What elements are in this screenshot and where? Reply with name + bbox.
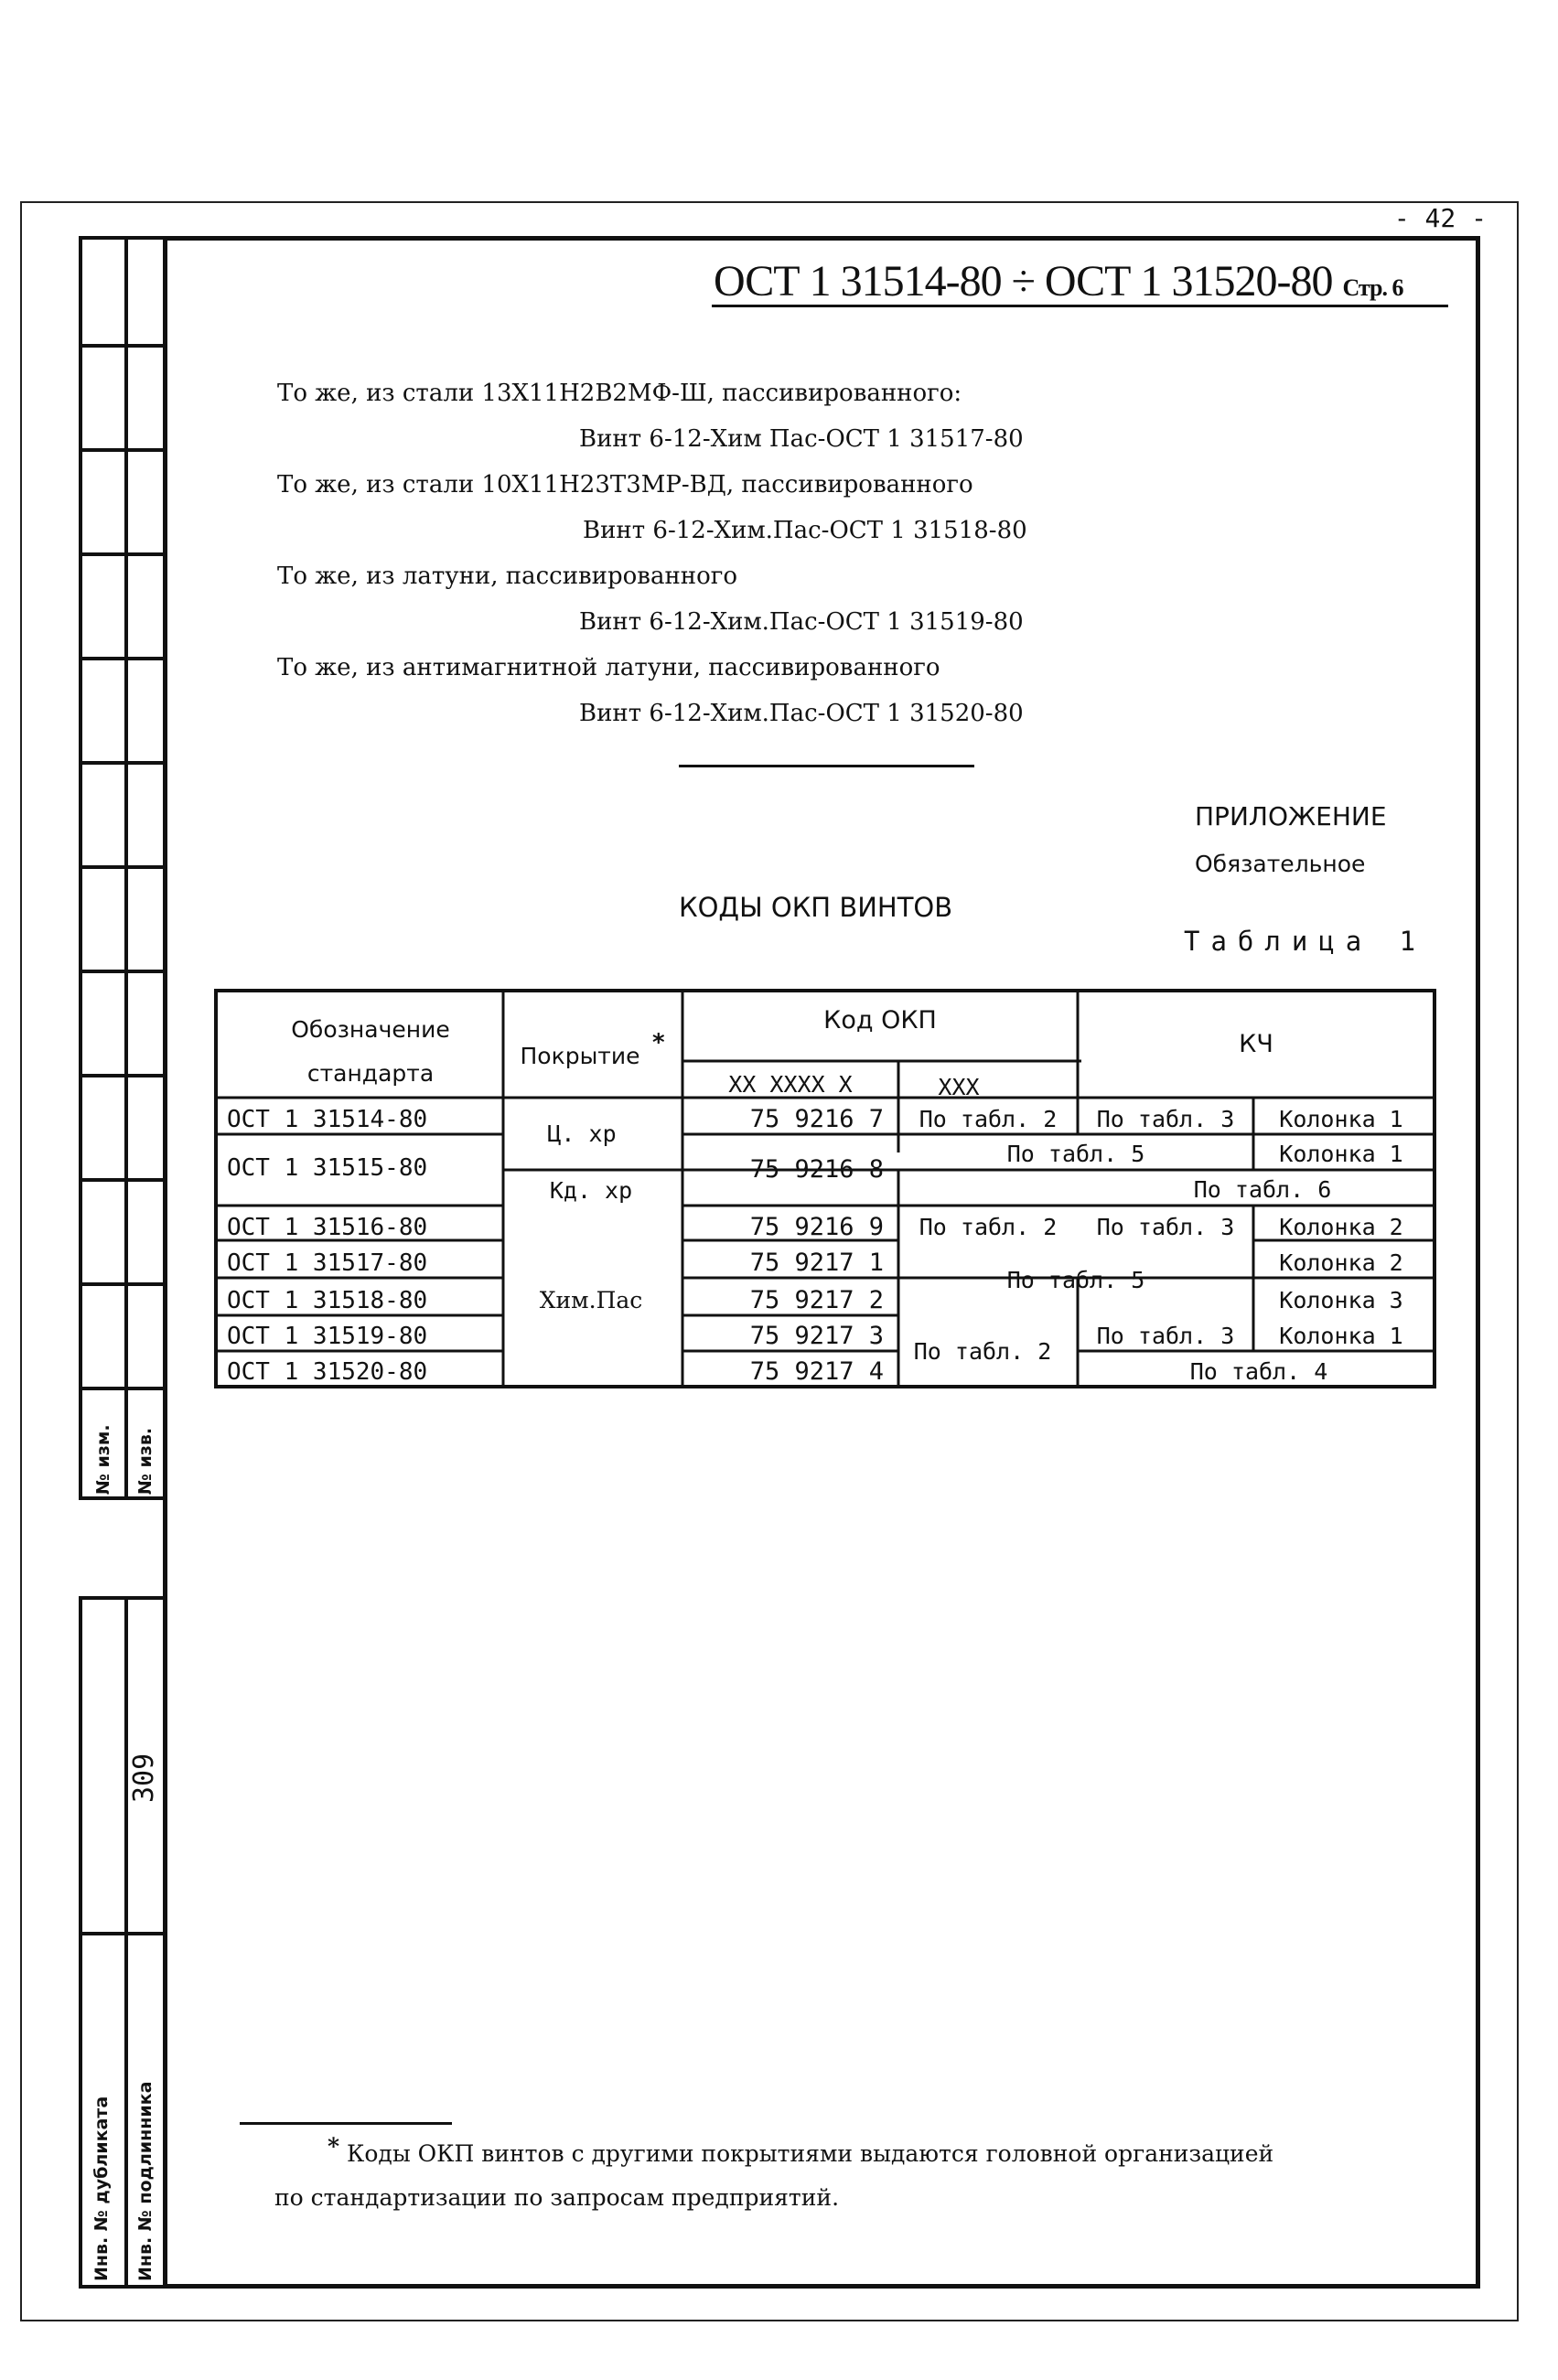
standard-cell: ОСТ 1 31519-80 — [227, 1323, 428, 1350]
footnote-mark: * — [328, 2133, 340, 2160]
header-okp-format-2: ХХХ — [938, 1074, 980, 1100]
okp-code-cell: 75 9217 2 — [749, 1286, 884, 1314]
appendix-subtitle: Обязательное — [1195, 851, 1366, 877]
body-line: Винт 6-12-Хим.Пас-ОСТ 1 31519-80 — [579, 608, 1024, 636]
ref-cell: По табл. 3 — [1096, 1323, 1235, 1349]
document-title-text: ОСТ 1 31514-80 ÷ ОСТ 1 31520-80 — [714, 257, 1333, 306]
ref-cell: Колонка 1 — [1279, 1106, 1403, 1132]
coating-cell: Хим.Пас — [539, 1287, 643, 1313]
page-number: - 42 - — [1393, 203, 1487, 233]
header-designation-line1: Обозначение — [291, 1016, 450, 1043]
okp-code-cell: 75 9216 7 — [749, 1105, 884, 1133]
ref-cell: По табл. 3 — [1096, 1214, 1235, 1240]
body-line: То же, из антимагнитной латуни, пассивированного — [277, 654, 940, 681]
table-label: Таблица 1 — [1184, 926, 1427, 957]
inventory-number: 309 — [128, 1753, 160, 1803]
ref-cell: По табл. 2 — [919, 1106, 1058, 1132]
okp-code-cell: 75 9216 8 — [749, 1155, 884, 1184]
change-number-label: № изм. — [93, 1424, 113, 1495]
body-line: Винт 6-12-Хим Пас-ОСТ 1 31517-80 — [579, 425, 1024, 453]
okp-code-cell: 75 9217 1 — [749, 1249, 884, 1277]
ref-cell: По табл. 6 — [1193, 1176, 1332, 1203]
ref-cell: По табл. 5 — [1006, 1141, 1145, 1167]
duplicate-inventory-label: Инв. № дубликата — [91, 2096, 112, 2281]
ref-cell: По табл. 2 — [913, 1338, 1052, 1365]
okp-code-cell: 75 9217 3 — [749, 1322, 884, 1350]
standard-cell: ОСТ 1 31518-80 — [227, 1287, 428, 1314]
ref-cell: По табл. 3 — [1096, 1106, 1235, 1132]
footnote-line-1 — [328, 2133, 1274, 2167]
ref-cell: Колонка 1 — [1279, 1141, 1403, 1167]
ref-cell: Колонка 1 — [1279, 1323, 1403, 1349]
header-coating-footnote-mark: * — [651, 1029, 666, 1056]
footnote-line-2: по стандартизации по запросам предприятий. — [274, 2184, 840, 2211]
notice-number-label: № изв. — [135, 1427, 156, 1495]
footnote-separator — [240, 2122, 452, 2125]
ref-cell: Колонка 2 — [1279, 1249, 1403, 1276]
body-line: Винт 6-12-Хим.Пас-ОСТ 1 31518-80 — [583, 517, 1027, 544]
standard-cell: ОСТ 1 31514-80 — [227, 1106, 428, 1133]
header-designation-line2: стандарта — [306, 1060, 435, 1087]
okp-code-cell: 75 9217 4 — [749, 1357, 884, 1386]
coating-cell: Кд. хр — [549, 1177, 633, 1204]
body-line: Винт 6-12-Хим.Пас-ОСТ 1 31520-80 — [579, 700, 1024, 727]
footnote-text-1: Коды ОКП винтов с другими покрытиями выдаются головной организацией — [347, 2140, 1274, 2167]
header-kch: КЧ — [1239, 1030, 1273, 1058]
standard-cell: ОСТ 1 31516-80 — [227, 1214, 428, 1241]
body-line: То же, из латуни, пассивированного — [277, 563, 738, 590]
page-label: Стр. 6 — [1342, 274, 1403, 301]
ref-cell: По табл. 5 — [1006, 1267, 1145, 1293]
ref-cell: Колонка 3 — [1279, 1287, 1403, 1313]
appendix-title: ПРИЛОЖЕНИЕ — [1195, 801, 1387, 831]
okp-code-cell: 75 9216 9 — [749, 1213, 884, 1241]
body-line: То же, из стали 13Х11Н2В2МФ-Ш, пассивированного: — [277, 380, 962, 407]
ref-cell: Колонка 2 — [1279, 1214, 1403, 1240]
header-coating: Покрытие — [520, 1043, 640, 1069]
standard-cell: ОСТ 1 31517-80 — [227, 1249, 428, 1277]
coating-cell: Ц. хр — [547, 1120, 617, 1147]
header-okp-code: Код ОКП — [823, 1006, 937, 1035]
original-inventory-label: Инв. № подлинника — [135, 2081, 156, 2281]
body-line: То же, из стали 10Х11Н23Т3МР-ВД, пассивированного — [277, 471, 973, 499]
section-title: КОДЫ ОКП ВИНТОВ — [679, 892, 953, 923]
ref-cell: По табл. 2 — [919, 1214, 1058, 1240]
standard-cell: ОСТ 1 31515-80 — [227, 1154, 428, 1182]
ref-cell: По табл. 4 — [1189, 1358, 1328, 1385]
standard-cell: ОСТ 1 31520-80 — [227, 1358, 428, 1386]
header-okp-format-1: ХХ ХХХХ Х — [728, 1071, 853, 1098]
